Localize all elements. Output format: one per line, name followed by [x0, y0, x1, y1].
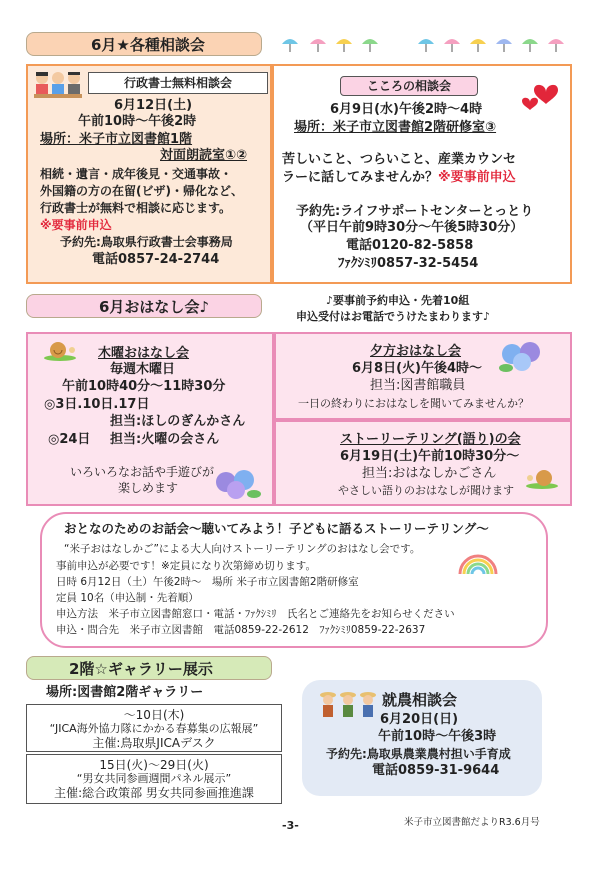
evening-desc: 一日の終わりにおはなしを聞いてみませんか？ [298, 397, 529, 410]
ohanashi-header [26, 294, 262, 318]
ex2-date: 15日(火)～29日(火) [99, 758, 209, 772]
evening-host: 担当:図書館職員 [370, 378, 466, 393]
gyosei-body3: 行政書士が無料で相談に応じます。 [40, 201, 232, 215]
gallery-place: 場所:図書館2階ギャラリー [46, 685, 204, 700]
evening-title: 夕方おはなし会 [370, 344, 462, 359]
gyosei-title-text: 行政書士無料相談会 [123, 76, 232, 90]
farm-contact: 予約先:鳥取県農業農村担い手育成 [326, 747, 511, 761]
heart-icon [516, 72, 566, 120]
adult-line4: 定員 10名（申込制・先着順） [56, 592, 199, 604]
kokoro-note: ※要事前申込 [438, 170, 516, 185]
gallery-header-text: 2階☆ギャラリー展示 [69, 659, 213, 678]
gyosei-body1: 相続・遺言・成年後見・交通事故・ [40, 167, 233, 181]
hydrangea-icon-2 [498, 340, 546, 378]
kokoro-title [340, 76, 478, 96]
gyosei-note: ※要事前申込 [40, 218, 112, 232]
rainbow-icon [456, 552, 500, 582]
page-number: -3- [282, 819, 299, 832]
kokoro-title-text: こころの相談会 [366, 79, 451, 93]
gyosei-place1: 場所：米子市立図書館1階 [40, 132, 193, 147]
snail-icon [42, 338, 78, 366]
farm-tel: 電話0859-31-9644 [372, 763, 500, 778]
snail-icon-2 [524, 466, 560, 494]
gyosei-title [88, 72, 268, 94]
kokoro-tel: 電話0120-82-5858 [346, 238, 474, 253]
kokoro-place: 場所：米子市立図書館2階研修室③ [294, 120, 497, 135]
thursday-freq: 毎週木曜日 [110, 362, 176, 377]
umbrella-decoration [278, 34, 578, 56]
gallery-header [26, 656, 272, 680]
thursday-time: 午前10時40分～11時30分 [62, 379, 226, 394]
ohanashi-header-text: 6月おはなし会♪ [99, 297, 210, 316]
ex1-org: 主催:鳥取県JICAデスク [92, 736, 216, 750]
kokoro-hours: （平日午前9時30分～午後5時30分） [300, 220, 524, 235]
gyosei-date: 6月12日(土) [114, 98, 193, 113]
hydrangea-icon [214, 468, 262, 506]
farmers-icon [318, 690, 378, 724]
ohanashi-notice1: ♪要事前予約申込・先着10組 [326, 294, 470, 307]
evening-datetime: 6月8日(火)午後4時～ [352, 361, 483, 376]
farm-date: 6月20日(日) [380, 712, 459, 727]
thursday-dates2: ◎24日 [48, 432, 91, 447]
gyosei-body2: 外国籍の方の在留(ビザ)・帰化など、 [40, 184, 243, 198]
farm-time: 午前10時～午後3時 [378, 729, 497, 744]
story-desc: やさしい語りのおはなしが聞けます [338, 484, 514, 497]
story-title: ストーリーテリング(語り)の会 [340, 432, 521, 447]
consult-header-text: 6月★各種相談会 [91, 35, 205, 54]
ex2-org: 主催:総合政策部 男女共同参画推進課 [54, 786, 254, 800]
gyosei-tel: 電話0857-24-2744 [92, 252, 220, 267]
kokoro-body1: 苦しいこと、つらいこと、産業カウンセ [282, 152, 517, 167]
thursday-host2: 担当:火曜の会さん [110, 432, 220, 447]
gyosei-place2: 対面朗読室①② [160, 148, 248, 163]
thursday-title: 木曜おはなし会 [98, 346, 190, 361]
thursday-host1: 担当:ほしのぎんかさん [110, 414, 246, 429]
consultation-people-icon [30, 68, 86, 112]
kokoro-contact: 予約先:ライフサポートセンターとっとり [296, 204, 534, 219]
consult-header [26, 32, 262, 56]
adult-line6: 申込・問合先 米子市立図書館 電話0859-22-2612 ﾌｧｸｼﾐﾘ0859-22-2637 [56, 624, 426, 636]
kokoro-body2 [282, 170, 516, 186]
issue-label: 米子市立図書館だよりR3.6月号 [404, 817, 540, 828]
gyosei-time: 午前10時～午後2時 [78, 114, 197, 129]
story-datetime: 6月19日(土)午前10時30分～ [340, 449, 520, 464]
adult-line2: 事前申込が必要です！※定員になり次第締め切ります。 [56, 560, 316, 572]
ex2-title: “男女共同参画週間パネル展示” [76, 772, 232, 785]
ohanashi-notice2: 申込受付はお電話でうけたまわります♪ [296, 310, 491, 323]
adult-line3: 日時 6月12日（土）午後2時～ 場所 米子市立図書館2階研修室 [56, 576, 359, 588]
thursday-desc2: 楽しめます [118, 481, 179, 495]
umbrella-icon [282, 39, 564, 52]
farm-title: 就農相談会 [382, 691, 458, 709]
adult-line5: 申込方法 米子市立図書館窓口・電話・ﾌｧｸｼﾐﾘ 氏名とご連絡先をお知らせください [56, 608, 455, 620]
thursday-dates1: ◎3日.10日.17日 [44, 397, 150, 412]
thursday-desc1: いろいろなお話や手遊びが [70, 465, 215, 479]
kokoro-body2-text: ラーに話してみませんか？ [282, 170, 439, 185]
adult-line1: “米子おはなしかご”による大人向けストーリーテリングのおはなし会です。 [64, 543, 421, 555]
story-host: 担当:おはなしかごさん [362, 466, 497, 481]
kokoro-fax: ﾌｧｸｼﾐﾘ0857-32-5454 [338, 256, 479, 271]
adult-title: おとなのためのお話会～聴いてみよう！子どもに語るストーリーテリング～ [64, 521, 489, 536]
ex1-date: ～10日(木) [123, 708, 185, 722]
ex1-title: “JICA海外協力隊にかかる春募集の広報展” [49, 722, 259, 735]
gyosei-contact: 予約先:鳥取県行政書士会事務局 [60, 235, 233, 249]
kokoro-datetime: 6月9日(水)午後2時～4時 [330, 102, 483, 117]
